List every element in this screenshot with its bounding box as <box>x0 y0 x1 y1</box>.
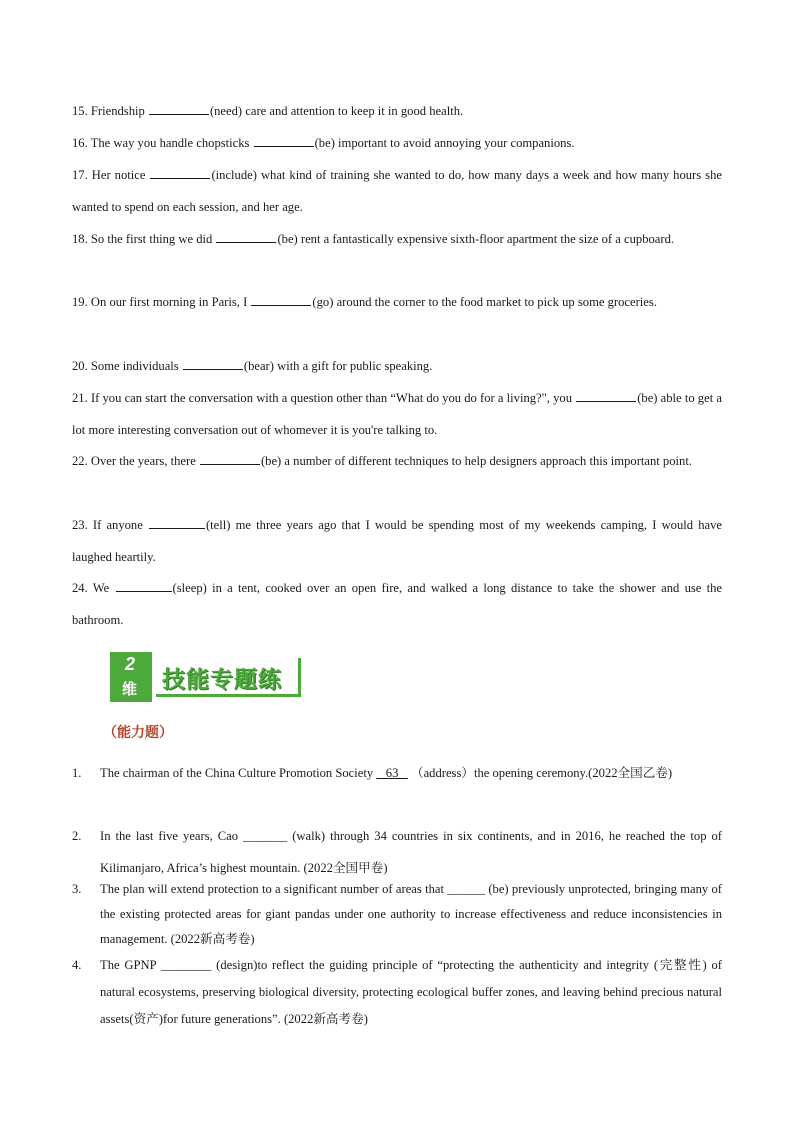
question-number: 21. <box>72 391 88 405</box>
badge-title-box <box>156 658 301 697</box>
verb-hint: (sleep) <box>172 581 207 595</box>
question-number: 3. <box>72 882 82 896</box>
question-number: 4. <box>72 958 82 972</box>
question-15 <box>72 95 722 127</box>
ability-question-1 <box>72 757 722 817</box>
answer-blank[interactable] <box>251 293 311 306</box>
verb-hint: (go) <box>312 295 334 309</box>
question-text-before: Her notice <box>91 168 146 182</box>
question-17 <box>72 159 722 223</box>
question-19 <box>72 286 722 318</box>
question-text: In the last five years, Cao _______ (walk) through 34 countries in six continents, and in 2016, he reached the top of Kilimanjaro, Africa’s highest mountain. (2022全国甲卷) <box>100 829 723 875</box>
ability-question-3 <box>72 877 722 947</box>
answer-blank[interactable]: ________ <box>160 958 212 972</box>
question-text-before: Over the years, there <box>90 454 196 468</box>
answer-blank[interactable] <box>149 516 205 529</box>
question-text-after: with a gift for public speaking. <box>277 359 433 373</box>
question-text-before: Some individuals <box>90 359 179 373</box>
verb-hint: (need) <box>209 104 243 118</box>
question-text: The chairman of the China Culture Promotion Society 63 （address）the opening ceremony.(2022全国乙卷) <box>100 766 673 780</box>
answer-number[interactable]: 63 <box>385 766 399 780</box>
question-21 <box>72 382 722 446</box>
question-18 <box>72 223 722 255</box>
question-number: 18. <box>72 232 88 246</box>
question-text-after: around the corner to the food market to pick up some groceries. <box>336 295 657 309</box>
question-22 <box>72 445 722 477</box>
badge-number: 2 <box>125 654 136 674</box>
answer-blank[interactable]: _______ <box>243 829 288 843</box>
question-text-after: in a tent, cooked over an open fire, and walked a long distance to take the shower and use the bathroom. <box>72 581 723 627</box>
ability-question-2 <box>72 820 722 876</box>
verb-hint: (bear) <box>243 359 274 373</box>
question-text-before: The way you handle chopsticks <box>90 136 250 150</box>
answer-blank[interactable]: ______ <box>447 882 486 896</box>
question-number: 20. <box>72 359 88 373</box>
verb-hint: (be) <box>277 232 298 246</box>
question-number: 23. <box>72 518 88 532</box>
ability-question-4 <box>72 952 722 1032</box>
question-text-before: So the first thing we did <box>90 232 213 246</box>
answer-blank[interactable] <box>200 452 260 465</box>
question-text-before: We <box>92 581 110 595</box>
question-text-before: Friendship <box>90 104 145 118</box>
answer-blank[interactable] <box>254 134 314 147</box>
answer-blank[interactable] <box>116 579 172 592</box>
question-number: 1. <box>72 766 82 780</box>
section-label: （能力题） <box>103 725 173 741</box>
question-number: 2. <box>72 829 82 843</box>
question-text-after: care and attention to keep it in good health. <box>245 104 464 118</box>
verb-hint: (be) <box>260 454 282 468</box>
question-20 <box>72 350 722 382</box>
question-24 <box>72 572 722 636</box>
question-text-after: able to get a lot more interesting conversation out of whomever it is you're talking to. <box>72 391 722 437</box>
question-text-after: me three years ago that I would be spending most of my weekends camping, I would have laughed heartily. <box>72 518 722 564</box>
answer-blank[interactable] <box>150 166 210 179</box>
answer-blank[interactable] <box>576 389 636 402</box>
question-number: 17. <box>72 168 88 182</box>
answer-blank[interactable] <box>149 102 209 115</box>
section-title: 技能专题练 <box>162 667 282 693</box>
question-23 <box>72 509 722 573</box>
answer-blank[interactable] <box>216 230 276 243</box>
question-text-after: what kind of training she wanted to do, how many days a week and how many hours she wanted to spend on each session, and her age. <box>72 168 722 214</box>
question-number: 19. <box>72 295 88 309</box>
question-text-after: a number of different techniques to help designers approach this important point. <box>284 454 692 468</box>
verb-hint: (be) <box>637 391 658 405</box>
badge-number-box <box>110 652 152 702</box>
question-text: The GPNP ________ (design)to reflect the guiding principle of “protecting the authenticity and integrity (完整性) of natural ecosystems, preserving biological diversity, protecting ecological buffer zones, and leaving behind precious natural assets(资产)for future generations”. (2022新高考卷) <box>100 958 722 1026</box>
question-16 <box>72 127 722 159</box>
question-text-before: If you can start the conversation with a question other than “What do you do for a living?", you <box>90 391 573 405</box>
question-text-after: important to avoid annoying your companions. <box>338 136 575 150</box>
question-text-before: If anyone <box>92 518 143 532</box>
section-badge <box>110 652 304 704</box>
question-text-before: On our first morning in Paris, I <box>90 295 248 309</box>
verb-hint: (be) <box>314 136 335 150</box>
question-number: 22. <box>72 454 88 468</box>
question-number: 16. <box>72 136 88 150</box>
answer-blank[interactable] <box>183 357 243 370</box>
question-text: The plan will extend protection to a significant number of areas that ______ (be) previously unprotected, bringing many of the existing protected areas for giant pandas under one authority to increase effectiveness and reduce inconsistencies in management. (2022新高考卷) <box>100 882 722 946</box>
question-number: 24. <box>72 581 88 595</box>
verb-hint: (tell) <box>205 518 231 532</box>
question-number: 15. <box>72 104 88 118</box>
badge-char: 维 <box>122 681 138 698</box>
question-text-after: rent a fantastically expensive sixth-floor apartment the size of a cupboard. <box>300 232 675 246</box>
verb-hint: (include) <box>211 168 257 182</box>
